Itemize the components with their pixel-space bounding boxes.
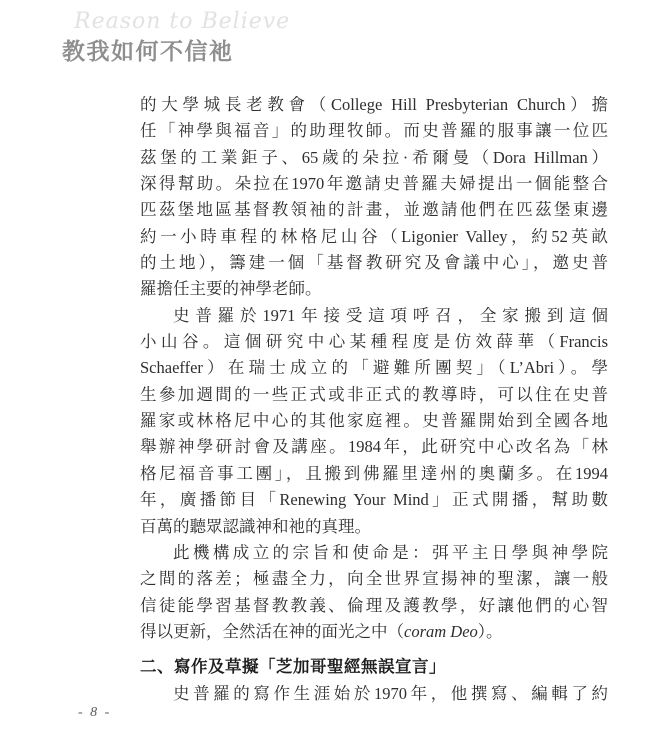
text-line: 格尼福音事工團」，且搬到佛羅里達州的奧蘭多。在1994: [140, 463, 608, 483]
text-line: 史普羅於1971年接受這項呼召，全家搬到這個: [173, 305, 608, 325]
text-line: 信徒能學習基督教教義、倫理及護教學，好讓他們的心智: [140, 595, 608, 615]
text-line: 茲堡的工業鉅子、65歲的朵拉·希爾曼（Dora Hillman）: [140, 147, 608, 167]
text-line: 羅擔任主要的神學老師。: [140, 279, 322, 299]
text-line: 的大學城長老教會（College Hill Presbyterian Church）擔: [140, 95, 608, 114]
text-line: 羅家或林格尼中心的其他家庭裡。史普羅開始到全國各地: [140, 411, 608, 431]
page-number: - 8 -: [78, 705, 112, 720]
text-line: 深得幫助。朵拉在1970年邀請史普羅夫婦提出一個能整合: [140, 174, 608, 194]
text-line: 的土地），籌建一個「基督教研究及會議中心」，邀史普: [140, 253, 608, 273]
latin-emphasis: coram Deo: [404, 621, 478, 641]
section-heading: 二、寫作及草擬「芝加哥聖經無誤宣言」: [140, 657, 446, 677]
text-line: 約一小時車程的林格尼山谷（Ligonier Valley，約52英畝: [140, 226, 608, 246]
book-title: 教我如何不信祂: [62, 39, 234, 64]
text-line: 匹茲堡地區基督教領袖的計畫，並邀請他們在匹茲堡東邊: [140, 200, 608, 220]
text-line: 百萬的聽眾認識神和祂的真理。: [140, 516, 371, 536]
text-line: 年，廣播節目「Renewing Your Mind」正式開播，幫助數: [140, 490, 608, 510]
header-watermark: Reason to Believe: [74, 9, 291, 34]
text-line: 之間的落差；極盡全力，向全世界宣揚神的聖潔，讓一般: [140, 569, 608, 589]
text-line: Schaeffer）在瑞士成立的「避難所團契」（L’Abri）。學: [140, 358, 608, 378]
text-line: 此機構成立的宗旨和使命是：弭平主日學與神學院: [173, 542, 608, 562]
text-line: 舉辦神學研討會及講座。1984年，此研究中心改名為「林: [140, 437, 608, 457]
text-line: 得以更新，全然活在神的面光之中（coram Deo）。: [140, 621, 503, 641]
text-line: 史普羅的寫作生涯始於1970年，他撰寫、編輯了約: [173, 683, 608, 703]
text-line: 任「神學與福音」的助理牧師。而史普羅的服事讓一位匹: [140, 121, 608, 141]
body-text: [140, 92, 608, 707]
text-line: 小山谷。這個研究中心某種程度是仿效薛華（Francis: [140, 332, 608, 352]
text-line: 生參加週間的一些正式或非正式的教導時，可以住在史普: [140, 384, 608, 404]
